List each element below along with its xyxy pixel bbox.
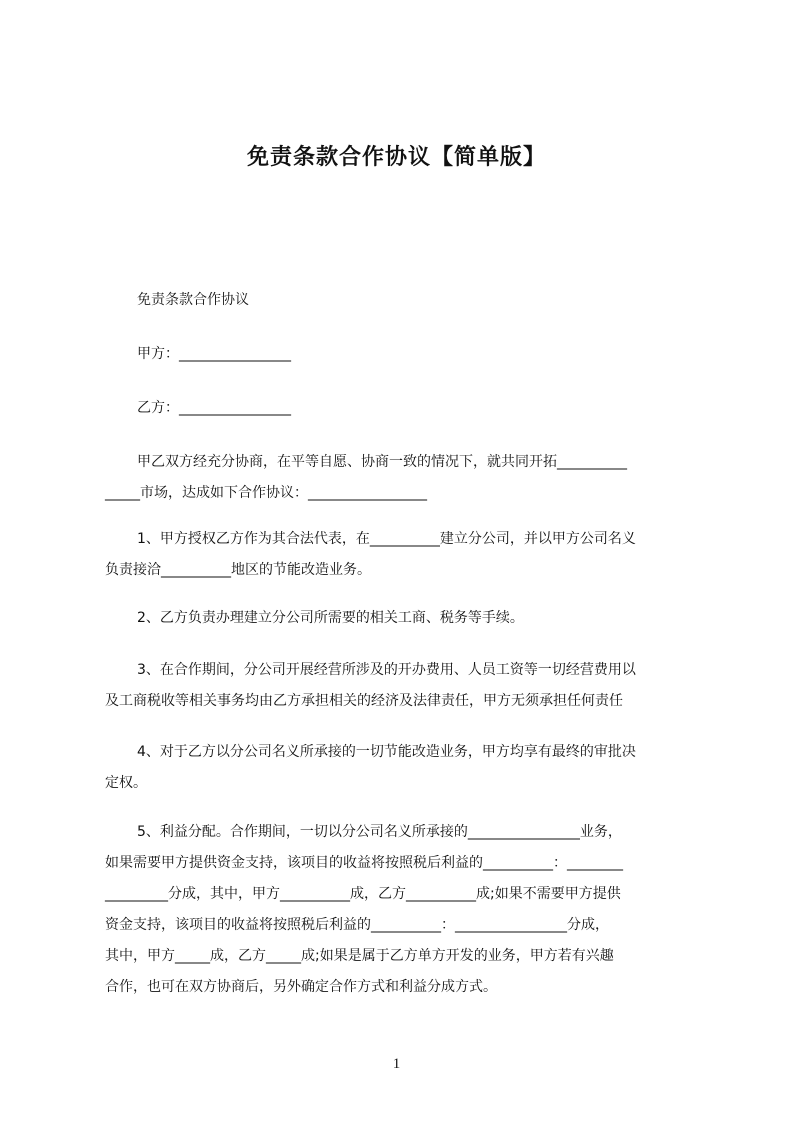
clause-3 [105,655,710,717]
document-title: 免责条款合作协议【简单版】 [246,145,546,170]
agreement-subtitle [105,285,710,316]
party-a-text: 甲方：________________ [137,346,291,362]
clause-5-line: 资金支持，该项目的收益将按照税后利益的__________：________________分成， [105,917,609,933]
clause-3-line: 3、在合作期间，分公司开展经营所涉及的开办费用、人员工资等一切经营费用以 [137,662,636,678]
clause-4-line: 4、对于乙方以分公司名义所承接的一切节能改造业务，甲方均享有最终的审批决 [137,744,636,760]
intro-line: 甲乙双方经充分协商，在平等自愿、协商一致的情况下，就共同开拓__________ [137,454,627,470]
party-a-line [105,339,710,370]
clause-1 [105,524,710,586]
clause-1-line: 负责接洽__________地区的节能改造业务。 [105,562,371,578]
clause-5-line: 合作，也可在双方协商后，另外确定合作方式和利益分成方式。 [105,979,497,995]
clause-1-line: 1、甲方授权乙方作为其合法代表，在__________建立分公司，并以甲方公司名义 [137,531,636,547]
intro-line: _____市场，达成如下合作协议：_________________ [105,485,427,501]
clause-3-line: 及工商税收等相关事务均由乙方承担相关的经济及法律责任，甲方无须承担任何责任 [105,693,623,709]
clause-5-line: 如果需要甲方提供资金支持，该项目的收益将按照税后利益的__________：________ [105,855,623,871]
clause-2-line: 2、乙方负责办理建立分公司所需要的相关工商、税务等手续。 [137,610,524,626]
clause-2 [105,603,710,634]
clause-5-line: 其中，甲方_____成，乙方_____成;如果是属于乙方单方开发的业务，甲方若有兴趣 [105,948,614,964]
party-b-line [105,393,710,424]
intro-paragraph [105,447,710,509]
clause-5 [105,817,710,1003]
subtitle-text: 免责条款合作协议 [137,292,249,308]
party-b-text: 乙方：________________ [137,400,291,416]
clause-4 [105,737,710,799]
clause-4-line: 定权。 [105,775,147,791]
page-number: 1 [392,1056,401,1072]
clause-5-line: _________分成，其中，甲方__________成，乙方__________成;如果不需要甲方提供 [105,886,621,902]
clause-5-line: 5、利益分配。合作期间，一切以分公司名义所承接的________________业务， [137,824,622,840]
